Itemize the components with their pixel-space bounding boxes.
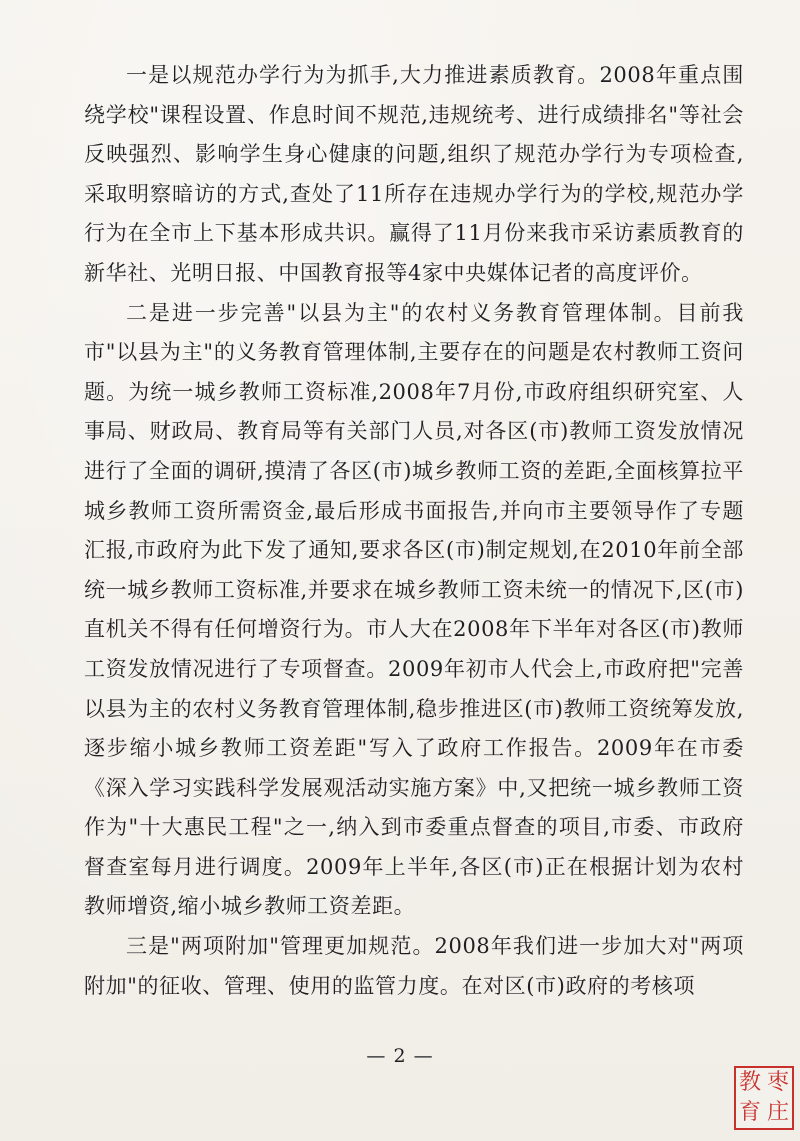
page-number: — 2 —: [366, 1045, 434, 1067]
paragraph-3: 三是"两项附加"管理更加规范。2008年我们进一步加大对"两项附加"的征收、管理、使用的监管力度。在对区(市)政府的考核项: [84, 934, 744, 998]
red-seal-stamp: [734, 1066, 794, 1130]
paragraph-2: 二是进一步完善"以县为主"的农村义务教育管理体制。目前我市"以县为主"的义务教育管理体制,主要存在的问题是农村教师工资问题。为统一城乡教师工资标准,2008年7月份,市政府组织研究室、人事局、财政局、教育局等有关部门人员,对各区(市)教师工资发放情况进行了全面的调研,摸清了各区(市)城乡教师工资的差距,全面核算拉平城乡教师工资所需资金,最后形成书面报告,并向市主要领导作了专题汇报,市政府为此下发了通知,要求各区(市)制定规划,在2010年前全部统一城乡教师工资标准,并要求在城乡教师工资未统一的情况下,区(市)直机关不得有任何增资行为。市人大在2008年下半年对各区(市)教师工资发放情况进行了专项督查。2009年初市人代会上,市政府把"完善以县为主的农村义务教育管理体制,稳步推进区(市)教师工资统筹发放,逐步缩小城乡教师工资差距"写入了政府工作报告。2009年在市委《深入学习实践科学发展观活动实施方案》中,又把统一城乡教师工资作为"十大惠民工程"之一,纳入到市委重点督查的项目,市委、市政府督查室每月进行调度。2009年上半年,各区(市)正在根据计划为农村教师增资,缩小城乡教师工资差距。: [84, 300, 744, 919]
seal-char: 育: [738, 1100, 761, 1125]
paragraph-1: 一是以规范办学行为为抓手,大力推进素质教育。2008年重点围绕学校"课程设置、作息时间不规范,违规统考、进行成绩排名"等社会反映强烈、影响学生身心健康的问题,组织了规范办学行为专项检查,采取明察暗访的方式,查处了11所存在违规办学行为的学校,规范办学行为在全市上下基本形成共识。赢得了11月份来我市采访素质教育的新华社、光明日报、中国教育报等4家中央媒体记者的高度评价。: [84, 63, 744, 285]
seal-char: 教: [738, 1070, 761, 1095]
seal-char: 庄: [766, 1100, 789, 1125]
seal-char: 枣: [766, 1070, 789, 1095]
document-body: [84, 56, 744, 1006]
